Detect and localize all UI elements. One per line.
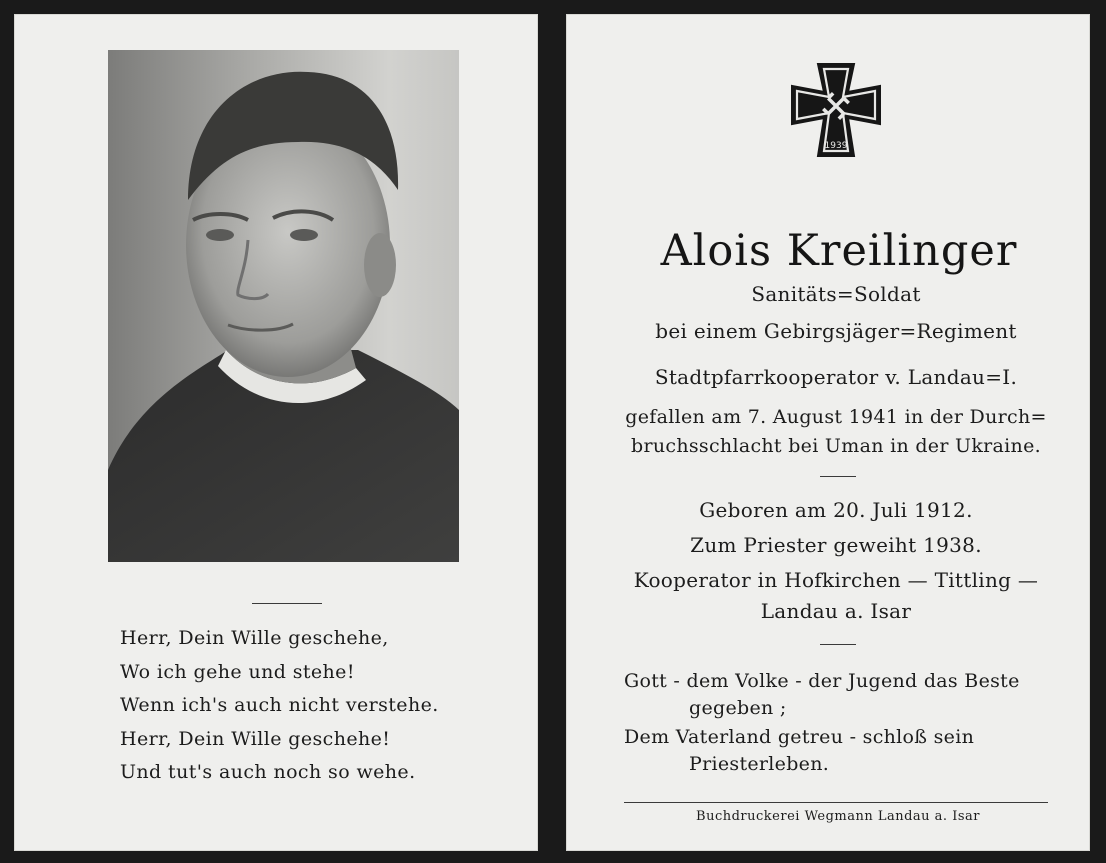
poem-block (120, 622, 500, 790)
portrait-photo (108, 50, 459, 562)
poem-line: Herr, Dein Wille geschehe, (120, 627, 389, 649)
poem-line: Wenn ich's auch nicht verstehe. (120, 694, 439, 716)
section-divider (820, 644, 856, 645)
career-line-2: Landau a. Isar (760, 599, 912, 623)
printer-credit: Buchdruckerei Wegmann Landau a. Isar (696, 809, 980, 824)
born-line: Geboren am 20. Juli 1912. (699, 498, 973, 522)
section-divider (820, 476, 856, 477)
deceased-name: Alois Kreilinger (660, 226, 1018, 276)
career-line-1: Kooperator in Hofkirchen — Tittling — (633, 568, 1039, 592)
office-line: Stadtpfarrkooperator v. Landau=I. (654, 365, 1018, 389)
printer-rule (624, 802, 1048, 803)
poem-divider (252, 603, 322, 604)
unit-line: bei einem Gebirgsjäger=Regiment (655, 319, 1017, 343)
motto-line-1: Gott - dem Volke - der Jugend das Beste (624, 670, 1020, 692)
poem-line: Wo ich gehe und stehe! (120, 660, 355, 683)
iron-cross-icon (788, 60, 884, 160)
emblem-year: 1939 (824, 141, 848, 151)
rank-line: Sanitäts=Soldat (751, 282, 921, 306)
ordained-line: Zum Priester geweiht 1938. (690, 533, 982, 557)
motto-line-3: Dem Vaterland getreu - schloß sein (624, 726, 975, 748)
poem-line: Herr, Dein Wille geschehe! (120, 727, 391, 750)
motto-line-2: gegeben ; (689, 697, 787, 719)
death-line-1: gefallen am 7. August 1941 in der Durch= (625, 406, 1047, 428)
poem-line: Und tut's auch noch so wehe. (120, 761, 416, 783)
motto-line-4: Priesterleben. (689, 753, 830, 775)
right-card-panel (566, 14, 1090, 851)
left-card-panel (14, 14, 538, 851)
death-line-2: bruchsschlacht bei Uman in der Ukraine. (631, 435, 1041, 457)
portrait-photo-image (108, 50, 459, 562)
